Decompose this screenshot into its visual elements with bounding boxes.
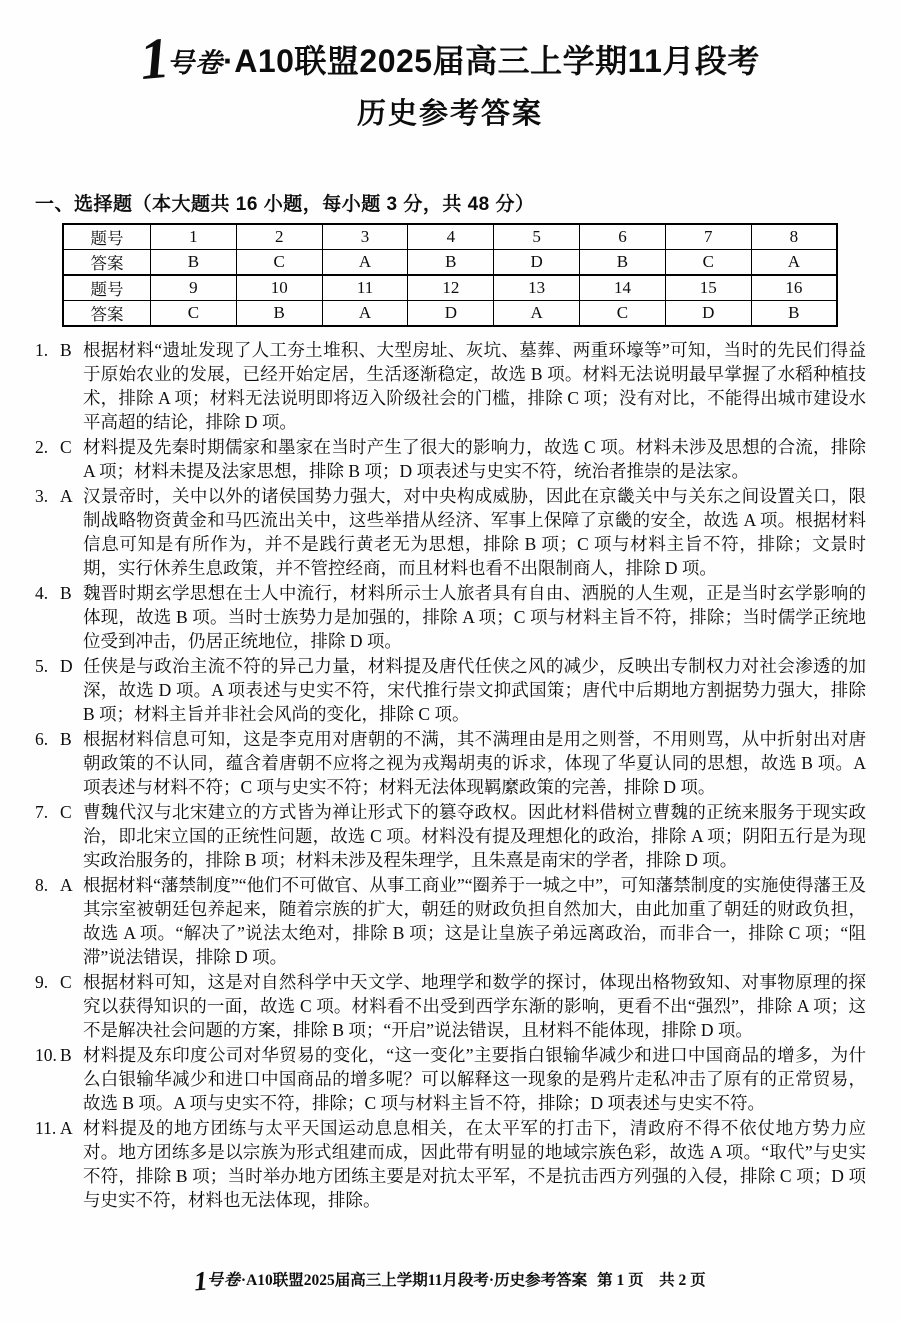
- question-number-cell: 9: [151, 275, 237, 301]
- table-row: [63, 250, 837, 276]
- explanation-item: [35, 654, 866, 726]
- question-number-cell: 1: [151, 224, 237, 250]
- explanations-list: [35, 338, 866, 1212]
- item-answer: B: [60, 340, 72, 361]
- answer-cell: C: [236, 250, 322, 276]
- question-number-cell: 7: [665, 224, 751, 250]
- question-number-cell: 10: [236, 275, 322, 301]
- document-title: [0, 24, 900, 93]
- brand-logo-numeral: 1: [137, 24, 170, 93]
- item-answer: A: [60, 486, 73, 507]
- explanation-item: [35, 970, 866, 1042]
- item-number: 1.: [35, 340, 49, 361]
- item-answer: C: [60, 437, 72, 458]
- answer-table: [62, 223, 838, 327]
- page-number: 第 1 页 共 2 页: [597, 1272, 706, 1290]
- item-text: 根据材料可知，这是对自然科学中天文学、地理学和数学的探讨，体现出格物致知、对事物原理的探究以获得知识的一面，故选 C 项。材料看不出受到西学东渐的影响，更看不出“强烈”，排除 A 项；这不是解决社会问题的方案，排除 B 项；“开启”说法错误，且材料不能体现，排除 D 项。: [83, 972, 866, 1041]
- table-row: [63, 224, 837, 250]
- explanation-item: [35, 435, 866, 483]
- explanation-item: [35, 581, 866, 653]
- item-text: 材料提及的地方团练与太平天国运动息息相关，在太平军的打击下，清政府不得不依仗地方势力应对。地方团练多是以宗族为形式组建而成，因此带有明显的地域宗族色彩，故选 A 项。“取代”与史实不符，排除 B 项；当时举办地方团练主要是对抗太平军，不是抗击西方列强的入侵，排除 C 项；D 项与史实不符，材料也无法体现，排除。: [83, 1118, 866, 1211]
- item-text: 汉景帝时，关中以外的诸侯国势力强大，对中央构成威胁，因此在京畿关中与关东之间设置关口，限制战略物资黄金和马匹流出关中，这些举措从经济、军事上保障了京畿的安全，故选 A 项。根据材料信息可知是有所作为，并不是践行黄老无为思想，排除 B 项；C 项与材料主旨不符，排除；文景时期，实行休养生息政策，并不管控经商，而且材料也看不出限制商人，排除 D 项。: [83, 486, 866, 579]
- explanation-item: [35, 338, 866, 434]
- footer-logo-numeral: 1: [193, 1265, 209, 1297]
- item-text: 材料提及东印度公司对华贸易的变化，“这一变化”主要指白银输华减少和进口中国商品的增多，为什么白银输华减少和进口中国商品的增多呢？可以解释这一现象的是鸦片走私冲击了原有的正常贸易，故选 B 项。A 项与史实不符，排除；C 项与材料主旨不符，排除；D 项表述与史实不符。: [83, 1045, 866, 1114]
- explanation-item: [35, 1116, 866, 1212]
- document-header: [0, 0, 900, 132]
- title-text: ·A10联盟2025届高三上学期11月段考: [223, 43, 760, 79]
- item-text: 任侠是与政治主流不符的异己力量，材料提及唐代任侠之风的减少，反映出专制权力对社会渗透的加深，故选 D 项。A 项表述与史实不符，宋代推行崇文抑武国策；唐代中后期地方割据势力强大，排除 B 项；材料主旨并非社会风尚的变化，排除 C 项。: [83, 656, 866, 725]
- question-number-cell: 15: [665, 275, 751, 301]
- table-row: [63, 301, 837, 327]
- question-number-cell: 8: [751, 224, 837, 250]
- item-answer: A: [60, 1118, 73, 1139]
- explanation-item: [35, 1043, 866, 1115]
- item-number: 9.: [35, 972, 49, 993]
- item-number: 5.: [35, 656, 49, 677]
- answer-cell: D: [494, 250, 580, 276]
- item-number: 4.: [35, 583, 49, 604]
- answer-cell: B: [408, 250, 494, 276]
- question-number-cell: 16: [751, 275, 837, 301]
- item-number: 6.: [35, 729, 49, 750]
- answer-cell: A: [751, 250, 837, 276]
- answer-cell: A: [494, 301, 580, 327]
- item-answer: C: [60, 972, 72, 993]
- item-answer: B: [60, 729, 72, 750]
- footer-text: ·A10联盟2025届高三上学期11月段考·历史参考答案: [240, 1272, 588, 1290]
- answer-cell: D: [665, 301, 751, 327]
- item-answer: B: [60, 1045, 72, 1066]
- question-number-cell: 6: [580, 224, 666, 250]
- answer-cell: B: [580, 250, 666, 276]
- item-text: 曹魏代汉与北宋建立的方式皆为禅让形式下的篡夺政权。因此材料借树立曹魏的正统来服务于现实政治，即北宋立国的正统性问题，故选 C 项。材料没有提及理想化的政治，排除 A 项；阴阳五行是为现实政治服务的，排除 B 项；材料未涉及程朱理学，且朱熹是南宋的学者，排除 D 项。: [83, 802, 866, 871]
- question-number-cell: 2: [236, 224, 322, 250]
- question-number-cell: 14: [580, 275, 666, 301]
- item-answer: D: [60, 656, 73, 677]
- page-footer: [0, 1265, 900, 1297]
- answer-cell: B: [151, 250, 237, 276]
- item-number: 8.: [35, 875, 49, 896]
- item-number: 2.: [35, 437, 49, 458]
- row-label: 题号: [63, 275, 151, 301]
- explanation-item: [35, 800, 866, 872]
- item-answer: B: [60, 583, 72, 604]
- item-text: 根据材料“藩禁制度”“他们不可做官、从事工商业”“圈养于一城之中”，可知藩禁制度的实施使得藩王及其宗室被朝廷包养起来，随着宗族的扩大，朝廷的财政负担自然加大，由此加重了朝廷的财政负担，故选 A 项。“解决了”说法太绝对，排除 B 项；这是让皇族子弟远离政治，而非合一，排除 C 项；“阻滞”说法错误，排除 D 项。: [83, 875, 866, 968]
- row-label: 答案: [63, 250, 151, 276]
- item-text: 根据材料信息可知，这是李克用对唐朝的不满，其不满理由是用之则誉，不用则骂，从中折射出对唐朝政策的不认同，蕴含着唐朝不应将之视为戎羯胡夷的诉求，体现了华夏认同的思想，故选 B 项。A 项表述与材料不符；C 项与史实不符；材料无法体现羁縻政策的完善，排除 D 项。: [83, 729, 866, 798]
- document-subtitle: 历史参考答案: [356, 98, 543, 131]
- item-number: 3.: [35, 486, 49, 507]
- row-label: 答案: [63, 301, 151, 327]
- answer-cell: A: [322, 301, 408, 327]
- answer-cell: C: [665, 250, 751, 276]
- question-number-cell: 4: [408, 224, 494, 250]
- item-text: 根据材料“遗址发现了人工夯土堆积、大型房址、灰坑、墓葬、两重环壕等”可知，当时的先民们得益于原始农业的发展，已经开始定居，生活逐渐稳定，故选 B 项。材料无法说明最早掌握了水稻种植技术，排除 A 项；材料无法说明即将迈入阶级社会的门槛，排除 C 项；没有对比，不能得出城市建设水平高超的结论，排除 D 项。: [83, 340, 866, 433]
- row-label: 题号: [63, 224, 151, 250]
- answer-cell: D: [408, 301, 494, 327]
- brand-logo-suffix: 号卷: [167, 48, 224, 78]
- answer-cell: B: [236, 301, 322, 327]
- item-number: 10.: [35, 1045, 57, 1066]
- item-number: 7.: [35, 802, 49, 823]
- question-number-cell: 5: [494, 224, 580, 250]
- footer-logo-suffix: 号卷: [206, 1272, 241, 1290]
- item-text: 魏晋时期玄学思想在士人中流行，材料所示士人旅者具有自由、洒脱的人生观，正是当时玄学影响的体现，故选 B 项。当时士族势力是加强的，排除 A 项；C 项与材料主旨不符，排除；当时儒学正统地位受到冲击，仍居正统地位，排除 D 项。: [83, 583, 866, 652]
- item-answer: A: [60, 875, 73, 896]
- section-heading: 一、选择题（本大题共 16 小题，每小题 3 分，共 48 分）: [35, 194, 535, 216]
- answer-cell: A: [322, 250, 408, 276]
- question-number-cell: 11: [322, 275, 408, 301]
- question-number-cell: 13: [494, 275, 580, 301]
- question-number-cell: 12: [408, 275, 494, 301]
- table-row: [63, 275, 837, 301]
- explanation-item: [35, 873, 866, 969]
- explanation-item: [35, 484, 866, 580]
- item-number: 11.: [35, 1118, 57, 1139]
- question-number-cell: 3: [322, 224, 408, 250]
- answer-cell: C: [151, 301, 237, 327]
- answer-cell: B: [751, 301, 837, 327]
- item-answer: C: [60, 802, 72, 823]
- item-text: 材料提及先秦时期儒家和墨家在当时产生了很大的影响力，故选 C 项。材料未涉及思想的合流，排除 A 项；材料未提及法家思想，排除 B 项；D 项表述与史实不符，统治者推崇的是法家。: [83, 437, 866, 482]
- explanation-item: [35, 727, 866, 799]
- answer-cell: C: [580, 301, 666, 327]
